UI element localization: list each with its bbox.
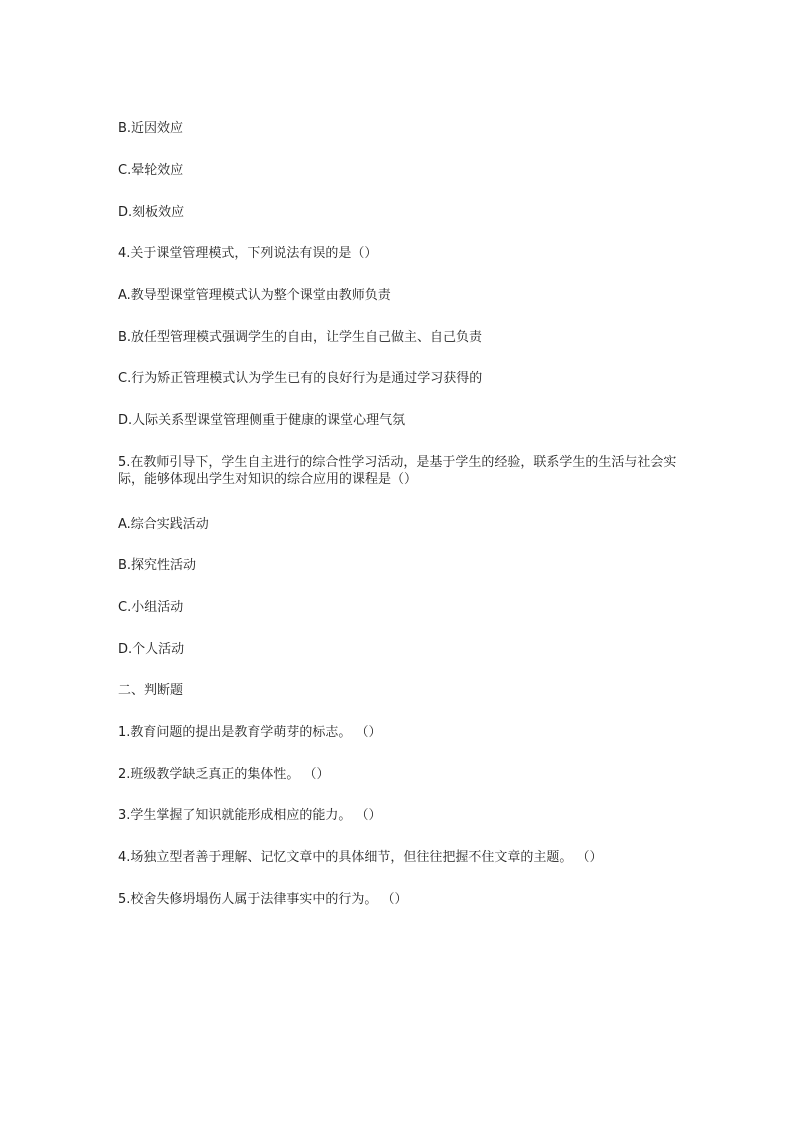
option-c-halo-effect: C.晕轮效应 bbox=[118, 163, 184, 178]
judgment-item-4: 4.场独立型者善于理解、记忆文章中的具体细节，但往往把握不住文章的主题。 （） bbox=[118, 850, 603, 865]
judgment-item-3: 3.学生掌握了知识就能形成相应的能力。 （） bbox=[118, 808, 382, 823]
q5-option-c: C.小组活动 bbox=[118, 600, 184, 615]
q4-option-b: B.放任型管理模式强调学生的自由，让学生自己做主、自己负责 bbox=[118, 330, 483, 345]
option-b-recency-effect: B.近因效应 bbox=[118, 121, 184, 136]
q5-option-a: A.综合实践活动 bbox=[118, 517, 209, 532]
judgment-item-1: 1.教育问题的提出是教育学萌芽的标志。 （） bbox=[118, 725, 382, 740]
q4-option-d: D.人际关系型课堂管理侧重于健康的课堂心理气氛 bbox=[118, 413, 406, 428]
q5-option-b: B.探究性活动 bbox=[118, 558, 197, 573]
judgment-item-5: 5.校舍失修坍塌伤人属于法律事实中的行为。 （） bbox=[118, 892, 408, 907]
q4-option-a: A.教导型课堂管理模式认为整个课堂由教师负责 bbox=[118, 288, 391, 303]
question-4: 4.关于课堂管理模式，下列说法有误的是（） bbox=[118, 246, 378, 261]
option-d-stereotype-effect: D.刻板效应 bbox=[118, 205, 185, 220]
q5-option-d: D.个人活动 bbox=[118, 642, 185, 657]
question-5: 5.在教师引导下，学生自主进行的综合性学习活动，是基于学生的经验，联系学生的生活与社会实际，能够体现出学生对知识的综合应用的课程是（） bbox=[118, 455, 677, 487]
judgment-item-2: 2.班级教学缺乏真正的集体性。 （） bbox=[118, 767, 330, 782]
section-heading-judgment: 二、判断题 bbox=[118, 683, 184, 698]
q4-option-c: C.行为矫正管理模式认为学生已有的良好行为是通过学习获得的 bbox=[118, 371, 483, 386]
